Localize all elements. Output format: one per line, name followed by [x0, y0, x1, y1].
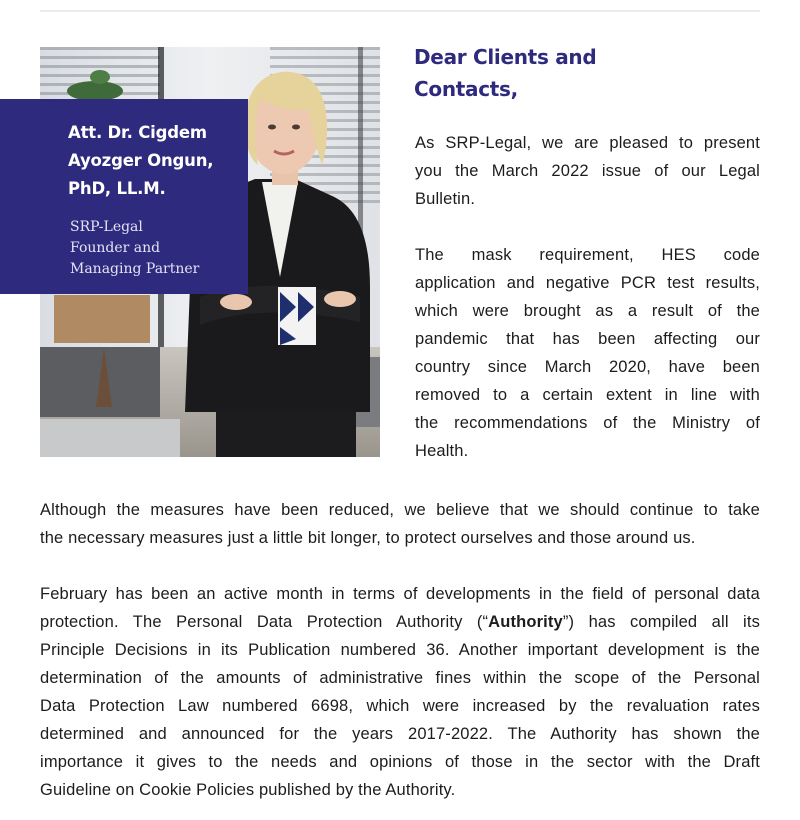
measures-paragraph — [415, 241, 760, 465]
author-role — [70, 217, 238, 280]
author-role-line: Founder and — [70, 240, 161, 256]
paragraph-text: ”) has compiled all its — [562, 613, 760, 631]
paragraph-line: determined and announced for the years 2017-2022. The Authority has shown the — [40, 725, 760, 743]
paragraph-line: As SRP-Legal, we are pleased to present — [415, 134, 760, 152]
paragraph-line: determination of the amounts of administrative fines within the scope of the Personal — [40, 669, 760, 687]
intro-paragraph — [415, 129, 760, 213]
paragraph-line: February has been an active month in terms of developments in the field of personal data — [40, 585, 760, 603]
author-role-line: Managing Partner — [70, 261, 200, 277]
paragraph-line: Health. — [415, 442, 469, 460]
paragraph-line — [40, 608, 760, 636]
paragraph-line: Although the measures have been reduced, we believe that we should continue to take — [40, 501, 760, 519]
paragraph-line: pandemic that has been affecting our — [415, 330, 760, 348]
greeting-line: Dear Clients and — [414, 45, 597, 69]
author-name — [68, 119, 238, 203]
paragraph-line: Bulletin. — [415, 190, 476, 208]
paragraph-line: Principle Decisions in its Publication numbered 36. Another important development is the — [40, 641, 760, 659]
author-name-line: PhD, LL.M. — [68, 179, 166, 198]
authority-term: Authority — [488, 613, 563, 631]
paragraph-line: The mask requirement, HES code — [415, 246, 760, 264]
paragraph-line: the necessary measures just a little bit longer, to protect ourselves and those around us. — [40, 529, 696, 547]
author-name-line: Ayozger Ongun, — [68, 151, 214, 170]
author-role-line: SRP-Legal — [70, 219, 143, 235]
paragraph-line: Guideline on Cookie Policies published by the Authority. — [40, 781, 456, 799]
paragraph-text: protection. The Personal Data Protection Authority (“ — [40, 613, 489, 631]
author-name-card — [0, 99, 248, 294]
paragraph-line: application and negative PCR test results, — [415, 274, 760, 292]
paragraph-line: importance it gives to the needs and opinions of those in the sector with the Draft — [40, 753, 760, 771]
data-protection-paragraph — [40, 580, 760, 804]
greeting-heading — [414, 41, 734, 105]
paragraph-line: removed to a certain extent in line with — [415, 386, 760, 404]
paragraph-line: country since March 2020, have been — [415, 358, 760, 376]
top-divider — [40, 10, 760, 12]
paragraph-line: which were brought as a result of the — [415, 302, 760, 320]
paragraph-line: the recommendations of the Ministry of — [415, 414, 760, 432]
paragraph-line: Data Protection Law numbered 6698, which were increased by the revaluation rates — [40, 697, 760, 715]
author-name-line: Att. Dr. Cigdem — [68, 123, 207, 142]
paragraph-line: you the March 2022 issue of our Legal — [415, 162, 760, 180]
precaution-paragraph — [40, 496, 760, 552]
greeting-line: Contacts, — [414, 77, 518, 101]
